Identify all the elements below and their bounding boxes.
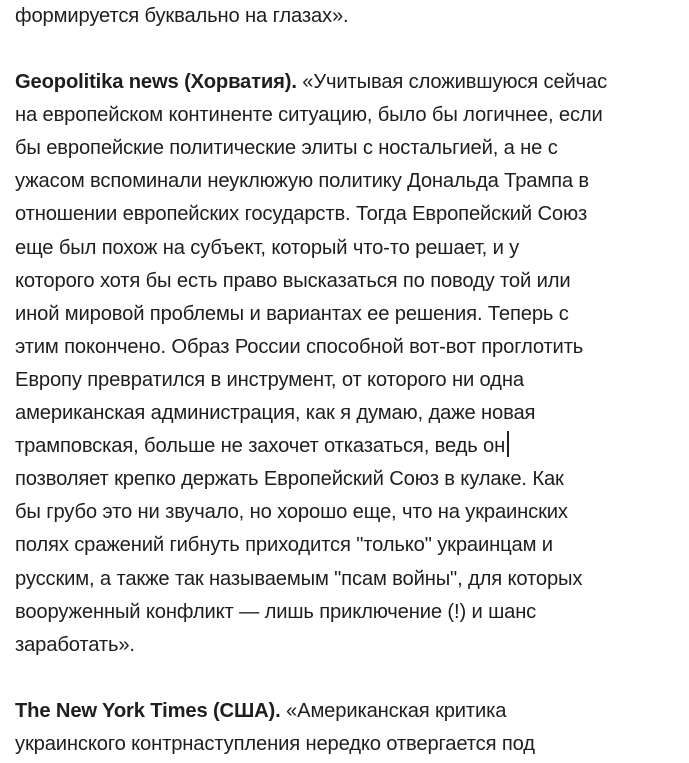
text-line: иной мировой проблемы и вариантах ее решения. Теперь с — [15, 302, 569, 325]
text-line — [15, 695, 687, 728]
text-line: еще был похож на субъект, который что-то решает, и у — [15, 236, 520, 259]
text-line — [15, 430, 687, 463]
source-name: Geopolitika news (Хорватия). — [15, 71, 297, 94]
paragraph-nyt — [15, 695, 687, 761]
text-line — [15, 66, 687, 99]
text-fragment: «Американская критика — [286, 699, 507, 722]
paragraph-gap — [15, 662, 687, 695]
text-line: украинского контрнаступления нередко отвергается под — [15, 732, 535, 755]
text-line: позволяет крепко держать Европейский Союз в кулаке. Как — [15, 468, 564, 491]
text-line: заработать». — [15, 633, 135, 656]
text-line: русским, а также так называемым "псам войны", для которых — [15, 567, 583, 590]
source-name: The New York Times (США). — [15, 699, 281, 722]
text-line: бы европейские политические элиты с ностальгией, а не с — [15, 137, 558, 160]
text-line: американская администрация, как я думаю, даже новая — [15, 402, 536, 425]
text-line: полях сражений гибнуть приходится "только" украинцам и — [15, 534, 553, 557]
text-line: на европейском континенте ситуацию, было бы логичнее, если — [15, 104, 603, 127]
text-cursor — [507, 431, 509, 457]
text-line: формируется буквально на глазах». — [15, 5, 349, 27]
text-line: бы грубо это ни звучало, но хорошо еще, что на украинских — [15, 501, 568, 524]
text-line: вооруженный конфликт — лишь приключение (!) и шанс — [15, 600, 537, 623]
text-line: отношении европейских государств. Тогда Европейский Союз — [15, 203, 588, 226]
text-line: Европу превратился в инструмент, от которого ни одна — [15, 368, 524, 391]
text-fragment: «Учитывая сложившуюся сейчас — [302, 71, 608, 94]
text-line: этим покончено. Образ России способной вот-вот проглотить — [15, 335, 584, 358]
paragraph-intro-tail — [15, 0, 687, 33]
article-body — [15, 0, 687, 761]
text-line: ужасом вспоминали неуклюжую политику Дональда Трампа в — [15, 170, 589, 193]
paragraph-geopolitika — [15, 66, 687, 662]
text-line: которого хотя бы есть право высказаться по поводу той или — [15, 269, 571, 292]
paragraph-gap — [15, 33, 687, 66]
text-fragment: трамповская, больше не захочет отказаться, ведь он — [15, 435, 506, 458]
